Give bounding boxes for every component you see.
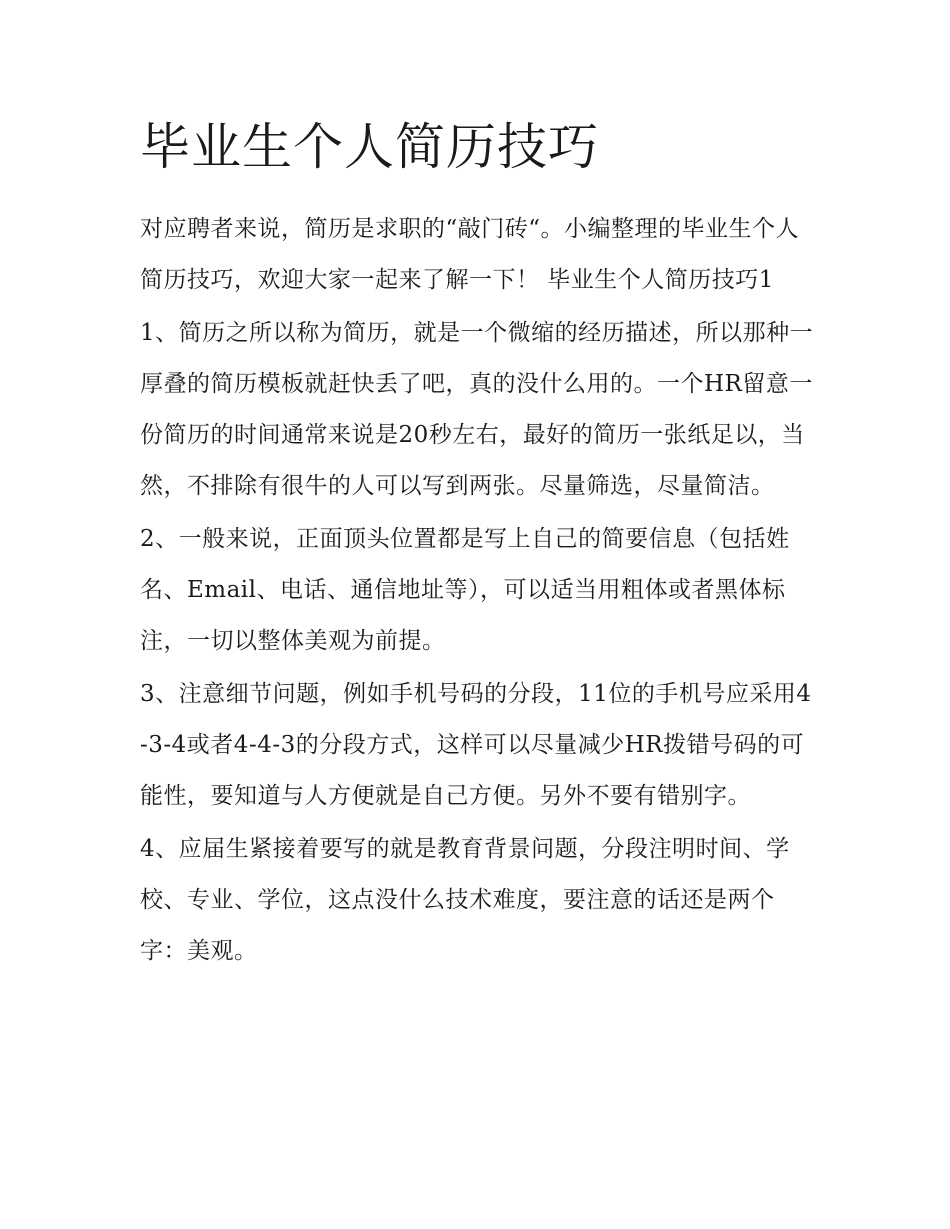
document-title: 毕业生个人简历技巧 (140, 118, 599, 176)
tip-paragraph-4: 4、应届生紧接着要写的就是教育背景问题，分段注明时间、学校、专业、学位，这点没什么技术难度，要注意的话还是两个字：美观。 (140, 836, 790, 964)
intro-paragraph: 对应聘者来说，简历是求职的“敲门砖“。小编整理的毕业生个人简历技巧，欢迎大家一起来了解一下！ 毕业生个人简历技巧1 (140, 216, 800, 293)
tip-paragraph-1: 1、简历之所以称为简历，就是一个微缩的经历描述，所以那种一厚叠的简历模板就赶快丢了吧，真的没什么用的。一个HR留意一份简历的时间通常来说是20秒左右，最好的简历一张纸足以，当然，不排除有很牛的人可以写到两张。尽量筛选，尽量简洁。 (140, 320, 814, 499)
tip-paragraph-2: 2、一般来说，正面顶头位置都是写上自己的简要信息（包括姓名、Email、电话、通信地址等），可以适当用粗体或者黑体标注，一切以整体美观为前提。 (140, 526, 790, 654)
document-page (140, 112, 815, 979)
tip-paragraph-3: 3、注意细节问题，例如手机号码的分段，11位的手机号应采用4-3-4或者4-4-3的分段方式，这样可以尽量减少HR拨错号码的可能性，要知道与人方便就是自己方便。另外不要有错别字。 (140, 681, 812, 809)
